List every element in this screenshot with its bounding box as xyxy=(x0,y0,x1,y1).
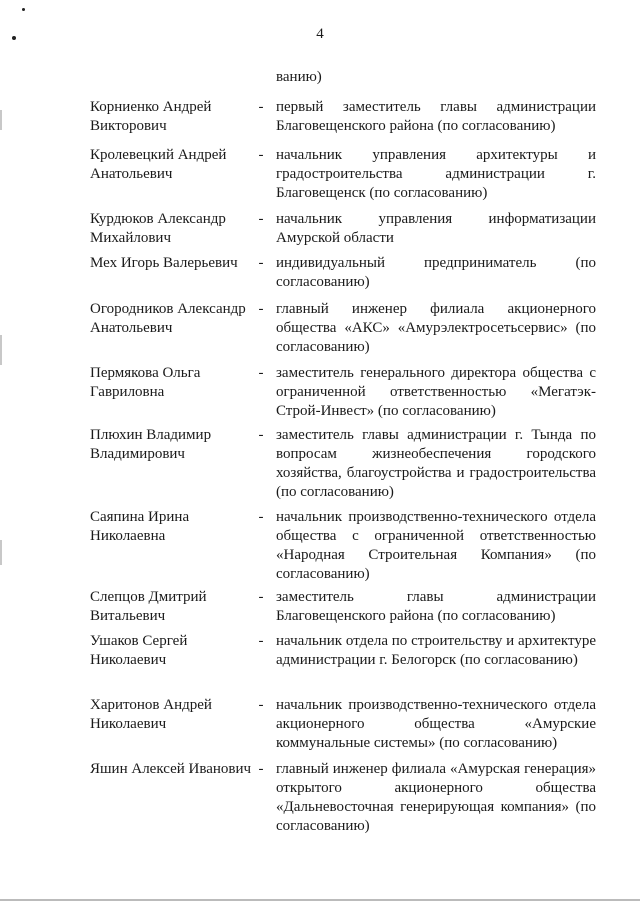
list-item xyxy=(90,508,600,588)
person-name: Саяпина Ирина Николаевна xyxy=(90,509,190,544)
dash-separator: - xyxy=(258,761,264,777)
dash-separator: - xyxy=(258,697,264,713)
dash-separator: - xyxy=(258,509,264,525)
position-description: индивидуальный предприниматель (по согласованию) xyxy=(276,255,596,290)
person-name: Харитонов Андрей Николаевич xyxy=(90,697,212,732)
position-description: начальник управления архитектуры и градостроительства администрации г. Благовещенск (по согласованию) xyxy=(276,147,596,201)
scan-edge-line xyxy=(0,540,2,565)
scan-bottom-line xyxy=(0,899,640,901)
position-description: начальник отдела по строительству и архитектуре администрации г. Белогорск (по согласованию) xyxy=(276,633,596,668)
position-description: первый заместитель главы администрации Благовещенского района (по согласованию) xyxy=(276,99,596,134)
dash-separator: - xyxy=(258,255,264,271)
dash-separator: - xyxy=(258,365,264,381)
position-description: главный инженер филиала «Амурская генерация» открытого акционерного общества «Дальневосточная генерирующая компания» (по согласованию) xyxy=(276,761,596,834)
person-name: Кролевецкий Андрей Анатольевич xyxy=(90,147,227,182)
list-item xyxy=(90,426,600,506)
scan-edge-line xyxy=(0,110,2,130)
page-number: 4 xyxy=(316,26,324,42)
person-name: Корниенко Андрей Викторович xyxy=(90,99,212,134)
person-name: Слепцов Дмитрий Витальевич xyxy=(90,589,207,624)
position-description: заместитель генерального директора общества с ограниченной ответственностью «Мегатэк-Строй-Инвест» (по согласованию) xyxy=(276,365,596,419)
position-description: начальник управления информатизации Амурской области xyxy=(276,211,596,246)
position-description: главный инженер филиала акционерного общества «АКС» «Амурэлектросетьсервис» (по согласованию) xyxy=(276,301,596,355)
dash-separator: - xyxy=(258,211,264,227)
dash-separator: - xyxy=(258,147,264,163)
scan-edge-line xyxy=(0,335,2,365)
person-name: Огородников Александр Анатольевич xyxy=(90,301,246,336)
dash-separator: - xyxy=(258,301,264,317)
person-name: Плюхин Владимир Владимирович xyxy=(90,427,212,462)
dash-separator: - xyxy=(258,99,264,115)
person-name: Пермякова Ольга Гавриловна xyxy=(90,365,201,400)
position-description: заместитель главы администрации Благовещенского района (по согласованию) xyxy=(276,589,596,624)
dash-separator: - xyxy=(258,427,264,443)
person-name: Курдюков Александр Михайлович xyxy=(90,211,226,246)
person-name: Яшин Алексей Иванович xyxy=(90,761,252,777)
dash-separator: - xyxy=(258,589,264,605)
scan-speck xyxy=(22,8,25,11)
position-description: заместитель главы администрации г. Тында по вопросам жизнеобеспечения городского хозяйства, благоустройства и градостроительства (по согласованию) xyxy=(276,427,596,500)
position-description: начальник производственно-технического отдела акционерного общества «Амурские коммунальные системы» (по согласованию) xyxy=(276,697,596,751)
continuation-text: ванию) xyxy=(276,69,322,85)
dash-separator: - xyxy=(258,633,264,649)
position-description: начальник производственно-технического отдела общества с ограниченной ответственностью «Народная Строительная Компания» (по согласованию) xyxy=(276,509,596,582)
person-name: Мех Игорь Валерьевич xyxy=(90,255,238,271)
person-name: Ушаков Сергей Николаевич xyxy=(90,633,188,668)
list-item xyxy=(90,760,600,840)
